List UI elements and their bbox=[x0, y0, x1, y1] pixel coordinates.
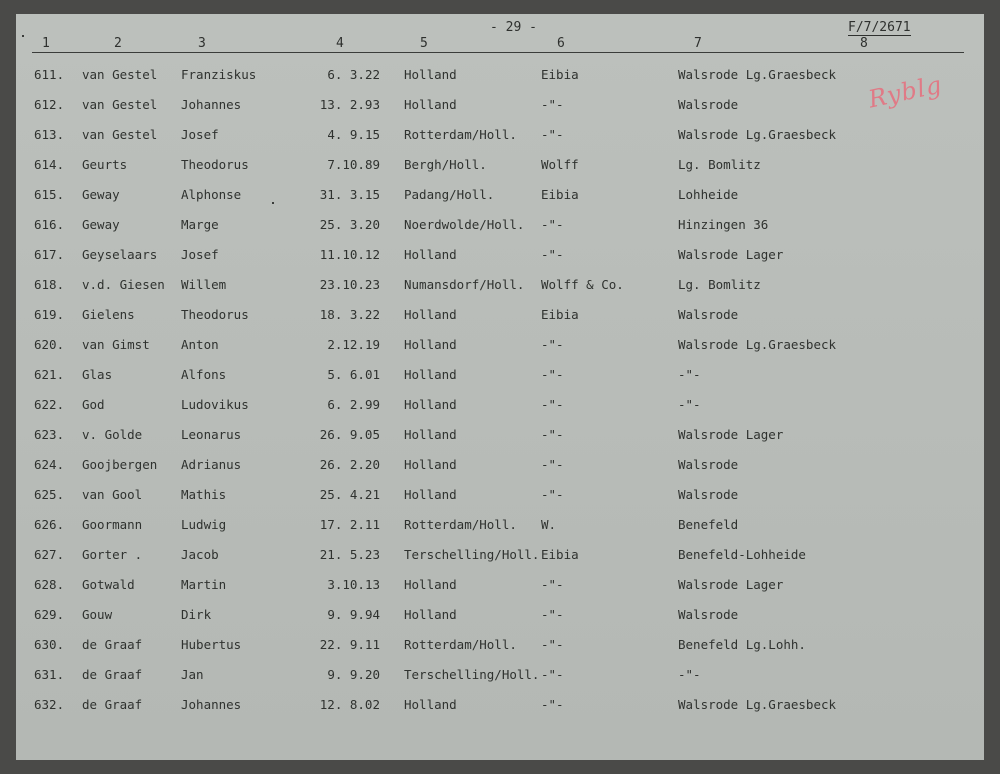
origin: Holland bbox=[404, 397, 457, 412]
birth-date: 13. 2.93 bbox=[319, 97, 380, 112]
column-header-4: 4 bbox=[336, 36, 344, 51]
table-row bbox=[16, 419, 984, 449]
surname: Gorter . bbox=[82, 547, 143, 562]
entry-number: 632. bbox=[34, 697, 65, 712]
origin: Holland bbox=[404, 697, 457, 712]
birth-date: 3.10.13 bbox=[327, 577, 380, 592]
origin: Holland bbox=[404, 427, 457, 442]
entry-number: 615. bbox=[34, 187, 65, 202]
birth-date: 9. 9.20 bbox=[327, 667, 380, 682]
table-row bbox=[16, 89, 984, 119]
camp: Walsrode bbox=[678, 97, 739, 112]
surname: de Graaf bbox=[82, 637, 143, 652]
entry-number: 614. bbox=[34, 157, 65, 172]
surname: Gouw bbox=[82, 607, 113, 622]
employer: Eibia bbox=[541, 307, 579, 322]
first-name: Jan bbox=[181, 667, 204, 682]
table-row bbox=[16, 359, 984, 389]
entry-number: 611. bbox=[34, 67, 65, 82]
birth-date: 21. 5.23 bbox=[319, 547, 380, 562]
ink-mark bbox=[272, 202, 274, 204]
origin: Rotterdam/Holl. bbox=[404, 637, 517, 652]
employer: -"- bbox=[541, 577, 564, 592]
surname: Gielens bbox=[82, 307, 135, 322]
birth-date: 2.12.19 bbox=[327, 337, 380, 352]
entry-number: 629. bbox=[34, 607, 65, 622]
birth-date: 22. 9.11 bbox=[319, 637, 380, 652]
first-name: Marge bbox=[181, 217, 219, 232]
surname: God bbox=[82, 397, 105, 412]
origin: Rotterdam/Holl. bbox=[404, 517, 517, 532]
camp: -"- bbox=[678, 397, 701, 412]
employer: -"- bbox=[541, 637, 564, 652]
origin: Holland bbox=[404, 577, 457, 592]
first-name: Martin bbox=[181, 577, 227, 592]
origin: Holland bbox=[404, 487, 457, 502]
column-header-1: 1 bbox=[42, 36, 50, 51]
entry-number: 612. bbox=[34, 97, 65, 112]
column-header-3: 3 bbox=[198, 36, 206, 51]
table-row bbox=[16, 509, 984, 539]
entry-number: 618. bbox=[34, 277, 65, 292]
camp: Walsrode Lager bbox=[678, 247, 784, 262]
origin: Numansdorf/Holl. bbox=[404, 277, 525, 292]
first-name: Willem bbox=[181, 277, 227, 292]
employer: -"- bbox=[541, 397, 564, 412]
birth-date: 18. 3.22 bbox=[319, 307, 380, 322]
birth-date: 7.10.89 bbox=[327, 157, 380, 172]
entry-number: 622. bbox=[34, 397, 65, 412]
entry-number: 619. bbox=[34, 307, 65, 322]
employer: -"- bbox=[541, 487, 564, 502]
employer: -"- bbox=[541, 247, 564, 262]
entry-number: 624. bbox=[34, 457, 65, 472]
table-row bbox=[16, 569, 984, 599]
surname: van Gestel bbox=[82, 127, 158, 142]
surname: de Graaf bbox=[82, 697, 143, 712]
surname: v.d. Giesen bbox=[82, 277, 165, 292]
camp: Walsrode bbox=[678, 607, 739, 622]
camp: Benefeld-Lohheide bbox=[678, 547, 806, 562]
surname: Goojbergen bbox=[82, 457, 158, 472]
employer: Wolff & Co. bbox=[541, 277, 624, 292]
birth-date: 6. 2.99 bbox=[327, 397, 380, 412]
camp: Walsrode bbox=[678, 487, 739, 502]
table-row bbox=[16, 239, 984, 269]
surname: van Gestel bbox=[82, 67, 158, 82]
employer: -"- bbox=[541, 367, 564, 382]
camp: Benefeld Lg.Lohh. bbox=[678, 637, 806, 652]
entry-number: 631. bbox=[34, 667, 65, 682]
birth-date: 5. 6.01 bbox=[327, 367, 380, 382]
first-name: Leonarus bbox=[181, 427, 242, 442]
entry-number: 625. bbox=[34, 487, 65, 502]
origin: Holland bbox=[404, 607, 457, 622]
column-header-8: 8 bbox=[860, 36, 868, 51]
camp: Walsrode Lg.Graesbeck bbox=[678, 67, 837, 82]
birth-date: 12. 8.02 bbox=[319, 697, 380, 712]
employer: Eibia bbox=[541, 67, 579, 82]
document-page bbox=[16, 14, 984, 760]
employer: Eibia bbox=[541, 547, 579, 562]
birth-date: 31. 3.15 bbox=[319, 187, 380, 202]
table-row bbox=[16, 329, 984, 359]
camp: Lohheide bbox=[678, 187, 739, 202]
first-name: Mathis bbox=[181, 487, 227, 502]
origin: Bergh/Holl. bbox=[404, 157, 487, 172]
table-row bbox=[16, 599, 984, 629]
camp: Walsrode Lager bbox=[678, 427, 784, 442]
camp: Walsrode Lg.Graesbeck bbox=[678, 127, 837, 142]
first-name: Ludovikus bbox=[181, 397, 249, 412]
surname: Glas bbox=[82, 367, 113, 382]
entry-number: 628. bbox=[34, 577, 65, 592]
surname: van Gimst bbox=[82, 337, 150, 352]
birth-date: 9. 9.94 bbox=[327, 607, 380, 622]
birth-date: 26. 2.20 bbox=[319, 457, 380, 472]
surname: Goormann bbox=[82, 517, 143, 532]
birth-date: 4. 9.15 bbox=[327, 127, 380, 142]
table-row bbox=[16, 659, 984, 689]
camp: Walsrode bbox=[678, 307, 739, 322]
entry-number: 616. bbox=[34, 217, 65, 232]
first-name: Dirk bbox=[181, 607, 212, 622]
table-row bbox=[16, 629, 984, 659]
table-row bbox=[16, 689, 984, 719]
employer: -"- bbox=[541, 667, 564, 682]
camp: -"- bbox=[678, 667, 701, 682]
entry-number: 627. bbox=[34, 547, 65, 562]
origin: Holland bbox=[404, 307, 457, 322]
birth-date: 6. 3.22 bbox=[327, 67, 380, 82]
origin: Terschelling/Holl. bbox=[404, 667, 540, 682]
first-name: Ludwig bbox=[181, 517, 227, 532]
origin: Padang/Holl. bbox=[404, 187, 495, 202]
table-row bbox=[16, 179, 984, 209]
first-name: Alfons bbox=[181, 367, 227, 382]
camp: Walsrode bbox=[678, 457, 739, 472]
surname: de Graaf bbox=[82, 667, 143, 682]
first-name: Johannes bbox=[181, 697, 242, 712]
table-row bbox=[16, 269, 984, 299]
origin: Holland bbox=[404, 337, 457, 352]
first-name: Hubertus bbox=[181, 637, 242, 652]
column-header-6: 6 bbox=[557, 36, 565, 51]
first-name: Theodorus bbox=[181, 157, 249, 172]
camp: Walsrode Lager bbox=[678, 577, 784, 592]
employer: Wolff bbox=[541, 157, 579, 172]
birth-date: 23.10.23 bbox=[319, 277, 380, 292]
surname: Gotwald bbox=[82, 577, 135, 592]
employer: -"- bbox=[541, 127, 564, 142]
surname: Geyselaars bbox=[82, 247, 158, 262]
camp: Hinzingen 36 bbox=[678, 217, 769, 232]
birth-date: 25. 3.20 bbox=[319, 217, 380, 232]
table-row bbox=[16, 59, 984, 89]
entry-number: 621. bbox=[34, 367, 65, 382]
entry-number: 617. bbox=[34, 247, 65, 262]
register-table bbox=[16, 59, 984, 719]
table-row bbox=[16, 479, 984, 509]
surname: v. Golde bbox=[82, 427, 143, 442]
camp: Lg. Bomlitz bbox=[678, 157, 761, 172]
employer: -"- bbox=[541, 697, 564, 712]
entry-number: 626. bbox=[34, 517, 65, 532]
document-reference: F/7/2671 bbox=[848, 20, 911, 35]
first-name: Theodorus bbox=[181, 307, 249, 322]
birth-date: 26. 9.05 bbox=[319, 427, 380, 442]
first-name: Jacob bbox=[181, 547, 219, 562]
column-header-2: 2 bbox=[114, 36, 122, 51]
first-name: Johannes bbox=[181, 97, 242, 112]
camp: Benefeld bbox=[678, 517, 739, 532]
column-header-7: 7 bbox=[694, 36, 702, 51]
employer: -"- bbox=[541, 607, 564, 622]
origin: Noerdwolde/Holl. bbox=[404, 217, 525, 232]
handwritten-stamp: Ryblg bbox=[865, 70, 945, 114]
surname: Geway bbox=[82, 217, 120, 232]
first-name: Josef bbox=[181, 127, 219, 142]
surname: van Gestel bbox=[82, 97, 158, 112]
employer: Eibia bbox=[541, 187, 579, 202]
first-name: Alphonse bbox=[181, 187, 242, 202]
first-name: Adrianus bbox=[181, 457, 242, 472]
table-row bbox=[16, 299, 984, 329]
origin: Holland bbox=[404, 97, 457, 112]
birth-date: 17. 2.11 bbox=[319, 517, 380, 532]
employer: -"- bbox=[541, 427, 564, 442]
employer: -"- bbox=[541, 217, 564, 232]
employer: W. bbox=[541, 517, 557, 532]
surname: Geurts bbox=[82, 157, 128, 172]
column-header-5: 5 bbox=[420, 36, 428, 51]
entry-number: 623. bbox=[34, 427, 65, 442]
origin: Holland bbox=[404, 247, 457, 262]
entry-number: 630. bbox=[34, 637, 65, 652]
entry-number: 613. bbox=[34, 127, 65, 142]
camp: Walsrode Lg.Graesbeck bbox=[678, 337, 837, 352]
table-row bbox=[16, 119, 984, 149]
first-name: Josef bbox=[181, 247, 219, 262]
table-row bbox=[16, 209, 984, 239]
first-name: Anton bbox=[181, 337, 219, 352]
origin: Rotterdam/Holl. bbox=[404, 127, 517, 142]
origin: Holland bbox=[404, 367, 457, 382]
origin: Terschelling/Holl. bbox=[404, 547, 540, 562]
birth-date: 11.10.12 bbox=[319, 247, 380, 262]
employer: -"- bbox=[541, 97, 564, 112]
ink-mark bbox=[22, 35, 24, 37]
first-name: Franziskus bbox=[181, 67, 257, 82]
page-number: - 29 - bbox=[490, 20, 537, 35]
origin: Holland bbox=[404, 67, 457, 82]
table-row bbox=[16, 389, 984, 419]
surname: Geway bbox=[82, 187, 120, 202]
origin: Holland bbox=[404, 457, 457, 472]
entry-number: 620. bbox=[34, 337, 65, 352]
camp: Lg. Bomlitz bbox=[678, 277, 761, 292]
employer: -"- bbox=[541, 457, 564, 472]
table-row bbox=[16, 149, 984, 179]
birth-date: 25. 4.21 bbox=[319, 487, 380, 502]
surname: van Gool bbox=[82, 487, 143, 502]
employer: -"- bbox=[541, 337, 564, 352]
table-row bbox=[16, 449, 984, 479]
camp: Walsrode Lg.Graesbeck bbox=[678, 697, 837, 712]
header-rule bbox=[32, 52, 964, 53]
camp: -"- bbox=[678, 367, 701, 382]
table-row bbox=[16, 539, 984, 569]
